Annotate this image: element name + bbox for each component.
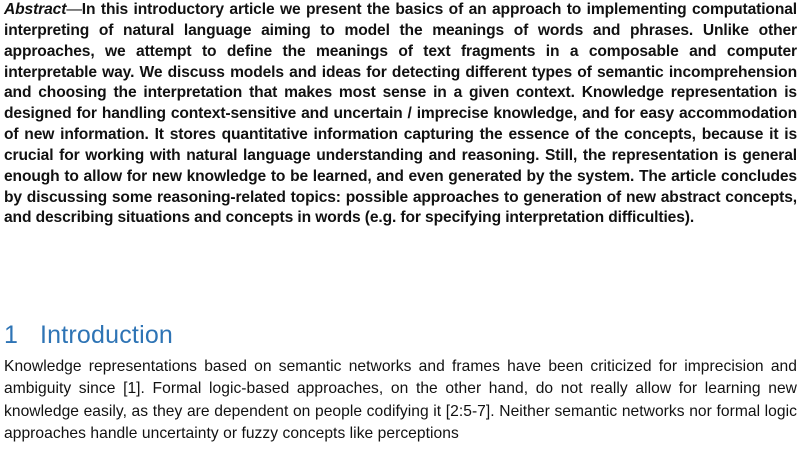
introduction-paragraph: Knowledge representations based on semantic networks and frames have been criticized for imprecision and ambiguity since [1]. Formal logic-based approaches, on the other hand, do not really allow for learning new knowledge easily, as they are dependent on people codifying it [2:5-7]. Neither semantic networks nor formal logic approaches handle uncertainty or fuzzy concepts like perceptions — [4, 358, 797, 442]
abstract-text: In this introductory article we present the basics of an approach to implementing computational interpreting of natural language aiming to model the meanings of words and phrases. Unlike other approaches, we attempt to define the meanings of text fragments in a composable and computer interpretable way. We discuss models and ideas for detecting different types of semantic incomprehension and choosing the interpretation that makes most sense in a given context. Knowledge representation is designed for handling context-sensitive and uncertain / imprecise knowledge, and for easy accommodation of new information. It stores quantitative information capturing the essence of the concepts, because it is crucial for working with natural language understanding and reasoning. Still, the representation is general enough to allow for new knowledge to be learned, and even generated by the system. The article concludes by discussing some reasoning-related topics: possible approaches to generation of new abstract concepts, and describing situations and concepts in words (e.g. for specifying interpretation difficulties). — [4, 1, 797, 227]
section-heading — [4, 318, 173, 352]
abstract-label: Abstract — [4, 1, 67, 18]
abstract-dash: — — [66, 1, 82, 18]
section-number: 1 — [4, 321, 19, 349]
section-title: Introduction — [40, 321, 174, 349]
abstract-paragraph — [4, 0, 797, 229]
